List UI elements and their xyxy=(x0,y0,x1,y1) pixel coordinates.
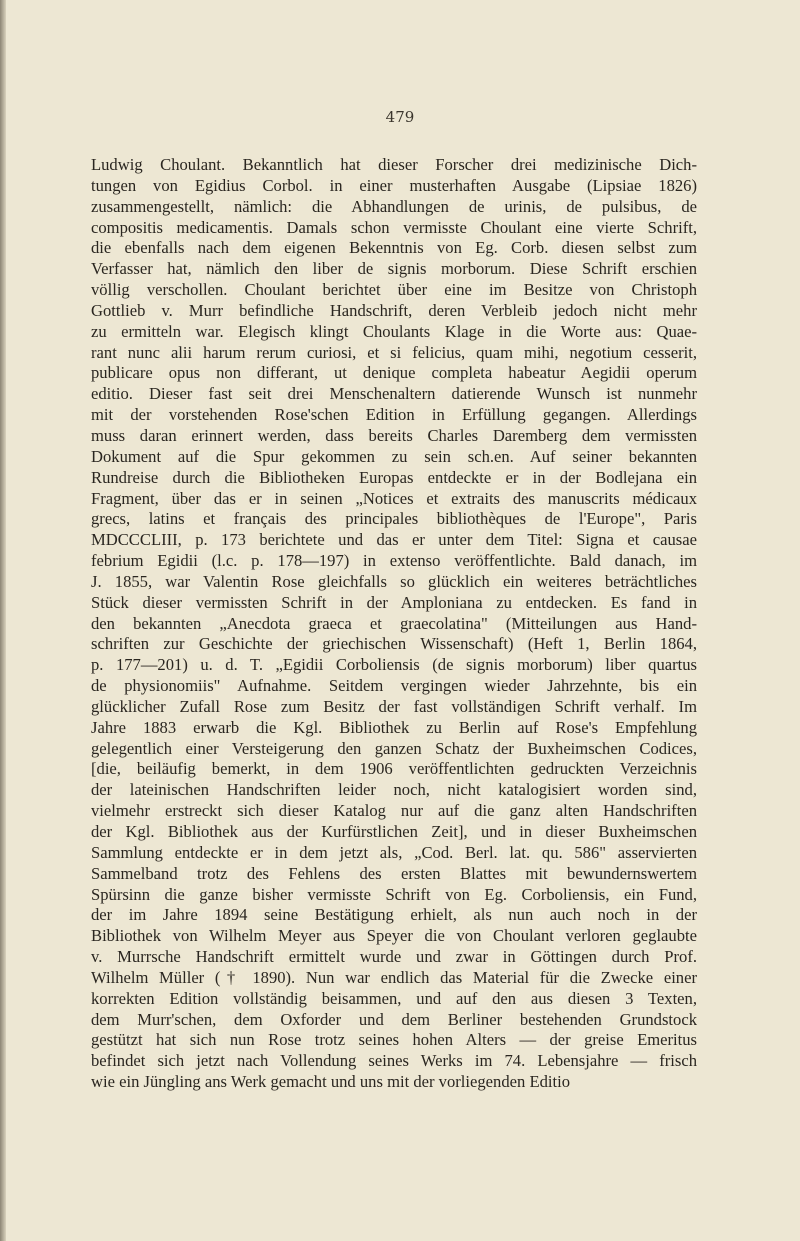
text-line: de physionomiis" Aufnahme. Seitdem vergingen wieder Jahrzehnte, bis ein xyxy=(91,676,697,696)
text-line: die ebenfalls nach dem eigenen Bekenntnis von Eg. Corb. diesen selbst zum xyxy=(91,238,697,258)
text-line: p. 177—201) u. d. T. „Egidii Corboliensis (de signis morborum) liber quartus xyxy=(91,655,697,675)
text-line: völlig verschollen. Choulant berichtet über eine im Besitze von Christoph xyxy=(91,280,697,300)
text-line: korrekten Edition vollständig beisammen, und auf den aus diesen 3 Texten, xyxy=(91,988,697,1008)
text-line: wie ein Jüngling ans Werk gemacht und uns mit der vorliegenden Editio xyxy=(91,1072,571,1092)
text-line: grecs, latins et français des principales bibliothèques de l'Europe", Paris xyxy=(91,509,697,529)
text-line: [die, beiläufig bemerkt, in dem 1906 veröffentlichten gedruckten Verzeichnis xyxy=(91,759,697,779)
text-line: glücklicher Zufall Rose zum Besitz der fast vollständigen Schrift verhalf. Im xyxy=(91,696,697,716)
text-line: Verfasser hat, nämlich den liber de signis morborum. Diese Schrift erschien xyxy=(91,259,697,279)
text-line: MDCCCLIII, p. 173 berichtete und das er unter dem Titel: Signa et causae xyxy=(91,530,697,550)
text-line: der im Jahre 1894 seine Bestätigung erhielt, als nun auch noch in der xyxy=(91,905,697,925)
text-line: Bibliothek von Wilhelm Meyer aus Speyer die von Choulant verloren geglaubte xyxy=(91,926,697,946)
text-line: Stück dieser vermissten Schrift in der Amploniana zu entdecken. Es fand in xyxy=(91,592,697,612)
text-line: editio. Dieser fast seit drei Menschenaltern datierende Wunsch ist nunmehr xyxy=(91,384,697,404)
text-line: der lateinischen Handschriften leider noch, nicht katalogisiert worden sind, xyxy=(91,780,697,800)
text-line: gelegentlich einer Versteigerung den ganzen Schatz der Buxheimschen Codices, xyxy=(91,738,697,758)
page-edge xyxy=(0,0,6,1241)
text-line: schriften zur Geschichte der griechischen Wissenschaft) (Heft 1, Berlin 1864, xyxy=(91,634,697,654)
text-line: Wilhelm Müller († 1890). Nun war endlich das Material für die Zwecke einer xyxy=(91,967,697,987)
text-line: tungen von Egidius Corbol. in einer musterhaften Ausgabe (Lipsiae 1826) xyxy=(91,175,697,195)
text-line: Dokument auf die Spur gekommen zu sein sch.en. Auf seiner bekannten xyxy=(91,446,697,466)
text-line: Gottlieb v. Murr befindliche Handschrift, deren Verbleib jedoch nicht mehr xyxy=(91,300,697,320)
text-line: compositis medicamentis. Damals schon vermisste Choulant eine vierte Schrift, xyxy=(91,217,697,237)
text-line: befindet sich jetzt nach Vollendung seines Werks im 74. Lebensjahre — frisch xyxy=(91,1051,697,1071)
text-line: der Kgl. Bibliothek aus der Kurfürstlichen Zeit], und in dieser Buxheimschen xyxy=(91,822,697,841)
text-line: zusammengestellt, nämlich: die Abhandlungen de urinis, de pulsibus, de xyxy=(91,196,697,216)
text-line: Jahre 1883 erwarb die Kgl. Bibliothek zu Berlin auf Rose's Empfehlung xyxy=(91,717,697,737)
text-line: vielmehr erstreckt sich dieser Katalog nur auf die ganz alten Handschriften xyxy=(91,801,697,821)
text-line: Fragment, über das er in seinen „Notices et extraits des manuscrits médicaux xyxy=(91,488,697,508)
text-line: gestützt hat sich nun Rose trotz seines hohen Alters — der greise Emeritus xyxy=(91,1030,697,1050)
text-line: rant nunc alii harum rerum curiosi, et si felicius, quam mihi, negotium cesserit, xyxy=(91,342,697,362)
text-line: Spürsinn die ganze bisher vermisste Schrift von Eg. Corboliensis, ein Fund, xyxy=(91,884,697,904)
text-line: J. 1855, war Valentin Rose gleichfalls so glücklich ein weiteres beträchtliches xyxy=(91,571,697,591)
text-line: zu ermitteln war. Elegisch klingt Choulants Klage in die Worte aus: Quae- xyxy=(91,321,697,341)
text-line: febrium Egidii (l.c. p. 178—197) in extenso veröffentlichte. Bald danach, im xyxy=(91,551,697,571)
page-number: 479 xyxy=(385,108,415,126)
text-line: Sammelband trotz des Fehlens des ersten Blattes mit bewundernswertem xyxy=(91,863,697,883)
text-line: Rundreise durch die Bibliotheken Europas entdeckte er in der Bodlejana ein xyxy=(91,467,697,487)
text-line: Ludwig Choulant. Bekanntlich hat dieser Forscher drei medizinische Dich- xyxy=(91,155,697,174)
text-line: dem Murr'schen, dem Oxforder und dem Berliner bestehenden Grundstock xyxy=(91,1009,697,1029)
body-text xyxy=(91,155,697,1093)
text-line: muss daran erinnert werden, dass bereits Charles Daremberg dem vermissten xyxy=(91,425,697,445)
text-line: Sammlung entdeckte er in dem jetzt als, „Cod. Berl. lat. qu. 586" asservierten xyxy=(91,842,697,862)
text-line: den bekannten „Anecdota graeca et graecolatina" (Mitteilungen aus Hand- xyxy=(91,613,697,633)
text-line: publicare opus non differant, ut denique completa habeatur Aegidii operum xyxy=(91,363,697,383)
text-line: mit der vorstehenden Rose'schen Edition in Erfüllung gegangen. Allerdings xyxy=(91,405,697,425)
text-line: v. Murrsche Handschrift ermittelt wurde und zwar in Göttingen durch Prof. xyxy=(91,947,697,967)
